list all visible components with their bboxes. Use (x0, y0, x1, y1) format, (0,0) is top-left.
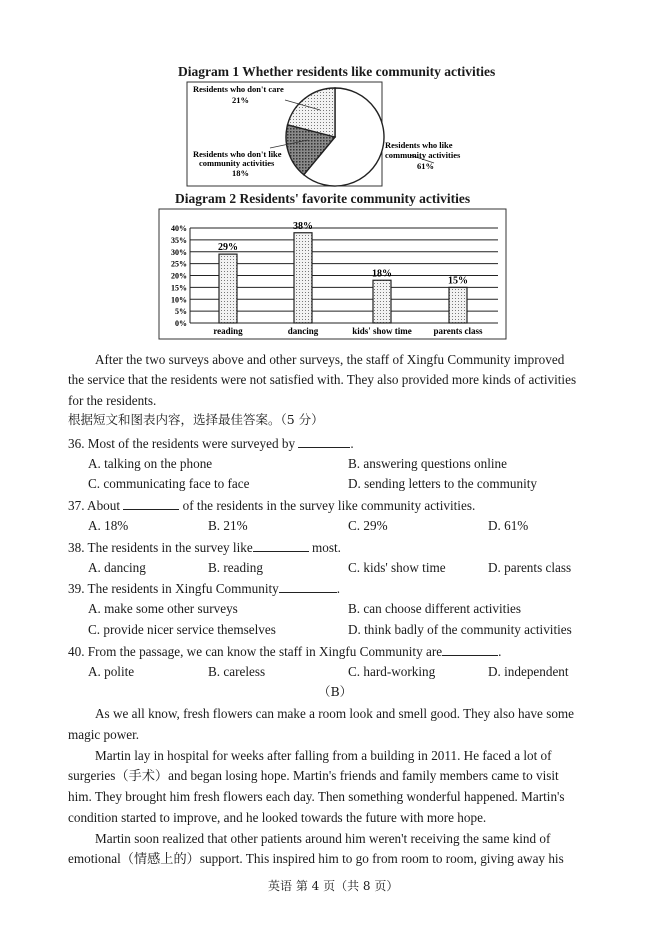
diagram1-title: Diagram 1 Whether residents like community activities (178, 64, 496, 79)
answer-blank (123, 497, 179, 510)
pie-label-dislike-pct: 18% (232, 168, 249, 178)
y-tick-label: 30% (171, 247, 187, 257)
answer-blank (279, 580, 337, 593)
passage-a-line2: the service that the residents were not satisfied with. They also provided more kinds of activities (68, 372, 577, 387)
passage-a-line1: After the two surveys above and other surveys, the staff of Xingfu Community improved (95, 352, 565, 367)
question-37: 37. About of the residents in the survey like community activities. (68, 498, 476, 513)
pie-label-like-2: community activities (385, 150, 461, 160)
bar-value-label: 18% (372, 268, 392, 280)
option-36b: B. answering questions online (348, 456, 507, 471)
question-36: 36. Most of the residents were surveyed by . (68, 436, 354, 451)
bar-value-label: 38% (293, 220, 313, 232)
option-37a: A. 18% (88, 518, 129, 533)
passage-b-p2-line3: him. They brought him fresh flowers each day. Then something wonderful happened. Martin's (68, 789, 565, 804)
option-40b: B. careless (208, 664, 266, 679)
passage-b-p2-line1: Martin lay in hospital for weeks after falling from a building in 2011. He faced a lot of (95, 748, 552, 763)
option-38c: C. kids' show time (348, 560, 446, 575)
pie-label-dislike-1: Residents who don't like (193, 149, 282, 159)
option-39d: D. think badly of the community activities (348, 622, 572, 637)
y-tick-label: 40% (171, 224, 187, 233)
answer-blank (298, 435, 350, 448)
x-category-label: dancing (287, 326, 319, 336)
pie-label-care-1: Residents who don't care (193, 84, 284, 94)
x-category-label: parents class (433, 326, 483, 336)
option-40a: A. polite (88, 664, 135, 679)
option-39c: C. provide nicer service themselves (88, 622, 276, 637)
passage-a-line3: for the residents. (68, 393, 157, 408)
bar-value-label: 15% (448, 275, 468, 287)
x-category-label: reading (213, 326, 243, 336)
passage-b-p3-line2: emotional（情感上的）support. This inspired him to go from room to room, giving away his (68, 851, 564, 866)
option-37c: C. 29% (348, 518, 388, 533)
option-38d: D. parents class (488, 560, 572, 575)
y-tick-label: 0% (175, 319, 187, 328)
y-tick-label: 15% (171, 283, 187, 293)
bar-value-label: 29% (218, 242, 238, 254)
option-37d: D. 61% (488, 518, 529, 533)
option-38b: B. reading (208, 560, 263, 575)
bar-2 (294, 233, 312, 323)
pie-label-care-pct: 21% (232, 95, 249, 105)
y-tick-label: 20% (171, 271, 187, 281)
passage-b-p2-line2: surgeries（手术）and began losing hope. Martin's friends and family members came to visit (68, 768, 559, 783)
pie-chart (170, 80, 500, 188)
bar-chart (158, 208, 508, 340)
pie-label-like-1: Residents who like (385, 140, 453, 150)
option-40d: D. independent (488, 664, 569, 679)
option-37b: B. 21% (208, 518, 248, 533)
page-footer: 英语 第 4 页（共 8 页） (268, 879, 399, 893)
y-tick-label: 5% (175, 307, 187, 317)
passage-b-p3-line1: Martin soon realized that other patients around him weren't receiving the same kind of (95, 831, 551, 846)
passage-b-p2-line4: condition started to improve, and he looked towards the future with more hope. (68, 810, 487, 825)
answer-blank (253, 539, 309, 552)
answer-blank (442, 643, 498, 656)
bar-4 (449, 287, 467, 323)
y-tick-label: 35% (171, 235, 187, 245)
instruction: 根据短文和图表内容，选择最佳答案。（5 分） (68, 412, 324, 427)
option-40c: C. hard-working (348, 664, 436, 679)
option-39b: B. can choose different activities (348, 601, 521, 616)
bar-3 (373, 280, 391, 323)
diagram2-title: Diagram 2 Residents' favorite community activities (175, 191, 471, 206)
question-40: 40. From the passage, we can know the staff in Xingfu Community are . (68, 644, 502, 659)
y-tick-label: 10% (171, 295, 187, 305)
x-category-label: kids' show time (352, 326, 412, 336)
question-38: 38. The residents in the survey like most. (68, 540, 341, 555)
passage-b-p1-line1: As we all know, fresh flowers can make a room look and smell good. They also have some (95, 706, 575, 721)
section-b-heading: （B） (318, 684, 353, 699)
option-38a: A. dancing (88, 560, 146, 575)
option-36a: A. talking on the phone (88, 456, 213, 471)
option-39a: A. make some other surveys (88, 601, 238, 616)
pie-label-like-pct: 61% (417, 161, 434, 171)
y-tick-label: 25% (171, 259, 187, 269)
pie-label-dislike-2: community activities (199, 158, 275, 168)
option-36c: C. communicating face to face (88, 476, 250, 491)
option-36d: D. sending letters to the community (348, 476, 537, 491)
question-39: 39. The residents in Xingfu Community . (68, 581, 341, 596)
passage-b-p1-line2: magic power. (68, 727, 140, 742)
bar-1 (219, 254, 237, 323)
